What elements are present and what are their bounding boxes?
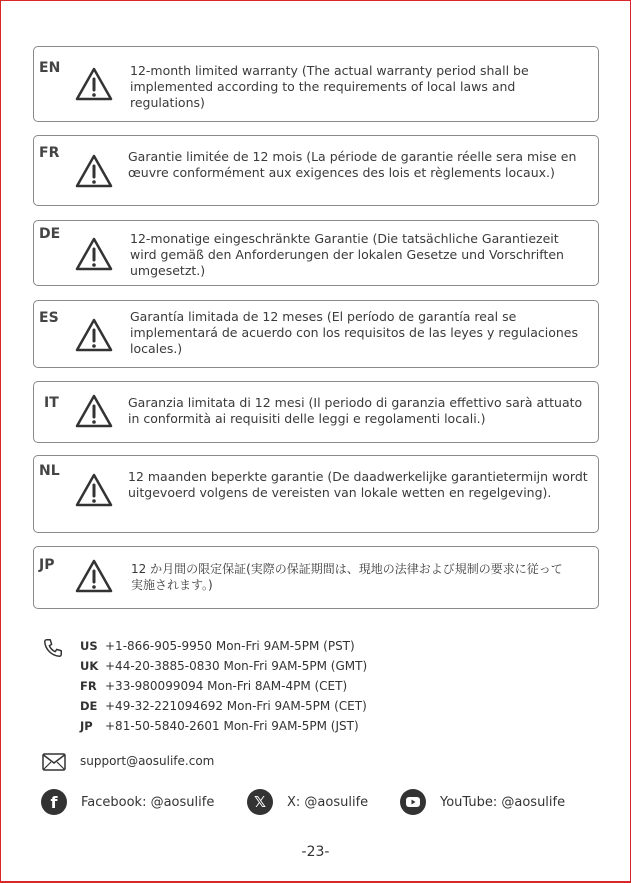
language-code: DE [39, 226, 61, 242]
language-code: IT [44, 395, 59, 411]
country-code: JP [80, 719, 93, 733]
phone-line[interactable]: +49-32-221094692 Mon-Fri 9AM-5PM (CET) [105, 699, 367, 713]
x-link[interactable] [247, 788, 368, 816]
warranty-text: Garantie limitée de 12 mois (La période de garantie réelle sera mise en œuvre conformément aux exigences des lois et règlements locaux.) [128, 149, 577, 180]
warning-triangle-icon [75, 154, 113, 188]
warranty-text: 12-monatige eingeschränkte Garantie (Die tatsächliche Garantiezeit wird gemäß den Anforderungen der lokalen Gesetze und Vorschriften umgesetzt.) [130, 231, 564, 278]
facebook-label: Facebook: @aosulife [81, 794, 215, 810]
language-code: EN [39, 60, 61, 76]
warranty-text: 12-month limited warranty (The actual warranty period shall be implemented according to the requirements of local laws and regulations) [130, 63, 529, 110]
x-label: X: @aosulife [287, 794, 369, 810]
warning-triangle-icon [75, 559, 113, 593]
phone-line[interactable]: +44-20-3885-0830 Mon-Fri 9AM-5PM (GMT) [105, 659, 368, 673]
contact-row [80, 656, 367, 676]
warranty-box-en [33, 46, 599, 122]
country-code: US [80, 639, 98, 653]
contact-row [80, 716, 367, 736]
warning-triangle-icon [75, 473, 113, 507]
warranty-box-fr [33, 135, 599, 206]
facebook-link[interactable] [41, 788, 214, 816]
warranty-box-it [33, 381, 599, 443]
warning-triangle-icon [75, 318, 113, 352]
language-code: FR [39, 145, 60, 161]
warning-triangle-icon [75, 237, 113, 271]
phone-line[interactable]: +81-50-5840-2601 Mon-Fri 9AM-5PM (JST) [105, 719, 359, 733]
warranty-text: 12 maanden beperkte garantie (De daadwerkelijke garantietermijn wordt uitgevoerd volgens de vereisten van lokale wetten en regelgeving). [128, 469, 588, 500]
warranty-box-es [33, 300, 599, 368]
warning-triangle-icon [75, 394, 113, 428]
support-email[interactable]: support@aosulife.com [80, 754, 215, 768]
envelope-icon [42, 753, 66, 771]
country-code: DE [80, 699, 98, 713]
contact-row [80, 636, 367, 656]
x-icon: 𝕏 [247, 789, 273, 815]
phone-line[interactable]: +33-980099094 Mon-Fri 8AM-4PM (CET) [105, 679, 348, 693]
youtube-label: YouTube: @aosulife [440, 794, 566, 810]
warranty-text: Garanzia limitata di 12 mesi (Il periodo di garanzia effettivo sarà attuato in conformità ai requisiti delle leggi e regolamenti locali.) [128, 395, 583, 426]
language-code: ES [39, 310, 59, 326]
contact-list [80, 636, 367, 736]
warranty-text: Garantía limitada de 12 meses (El período de garantía real se implementará de acuerdo con los requisitos de las leyes y regulaciones locales.) [130, 309, 579, 356]
youtube-icon [400, 789, 426, 815]
warranty-text: 12 か月間の限定保証(実際の保証期間は、現地の法律および規制の要求に従って実施されます。) [131, 562, 563, 592]
country-code: UK [80, 659, 99, 673]
contact-row [80, 676, 367, 696]
warranty-box-nl [33, 455, 599, 533]
warranty-box-de [33, 220, 599, 286]
phone-line[interactable]: +1-866-905-9950 Mon-Fri 9AM-5PM (PST) [105, 639, 355, 653]
warning-triangle-icon [75, 67, 113, 101]
language-code: JP [39, 557, 55, 573]
facebook-icon: f [41, 789, 67, 815]
page-number: -23- [301, 844, 330, 860]
phone-icon [42, 637, 64, 659]
language-code: NL [39, 463, 60, 479]
country-code: FR [80, 679, 97, 693]
youtube-link[interactable] [400, 788, 565, 816]
contact-row [80, 696, 367, 716]
warranty-box-jp [33, 546, 599, 609]
